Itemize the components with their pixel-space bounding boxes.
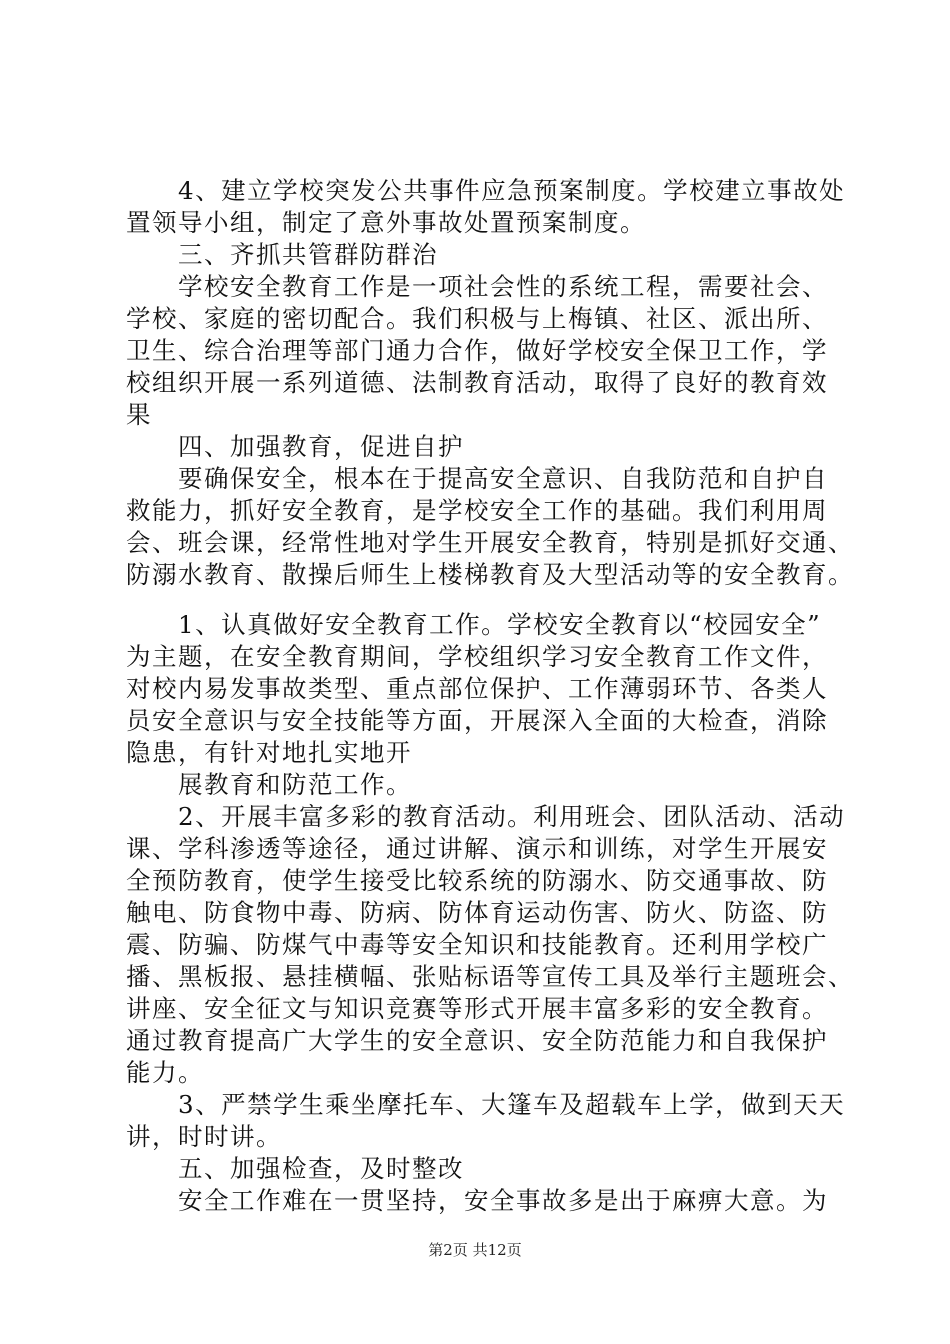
text-line: 全预防教育，使学生接受比较系统的防溺水、防交通事故、防	[126, 866, 828, 895]
text-line: 置领导小组，制定了意外事故处置预案制度。	[126, 208, 646, 237]
text-line: 3、严禁学生乘坐摩托车、大篷车及超载车上学，做到天天	[126, 1090, 846, 1119]
text-line: 果	[126, 400, 152, 429]
text-line: 卫生、综合治理等部门通力合作，做好学校安全保卫工作，学	[126, 336, 828, 365]
text-line: 防溺水教育、散操后师生上楼梯教育及大型活动等的安全教育。	[126, 560, 854, 589]
text-line: 触电、防食物中毒、防病、防体育运动伤害、防火、防盗、防	[126, 898, 828, 927]
text-line: 2、开展丰富多彩的教育活动。利用班会、团队活动、活动	[126, 802, 846, 831]
section-heading: 五、加强检查，及时整改	[126, 1154, 464, 1183]
text-line: 通过教育提高广大学生的安全意识、安全防范能力和自我保护	[126, 1026, 828, 1055]
text-line: 课、学科渗透等途径，通过讲解、演示和训练，对学生开展安	[126, 834, 828, 863]
text-line: 能力。	[126, 1058, 204, 1087]
text-line: 校组织开展一系列道德、法制教育活动，取得了良好的教育效	[126, 368, 828, 397]
text-line: 震、防骗、防煤气中毒等安全知识和技能教育。还利用学校广	[126, 930, 828, 959]
text-line: 学校安全教育工作是一项社会性的系统工程，需要社会、	[126, 272, 828, 301]
text-line: 讲座、安全征文与知识竞赛等形式开展丰富多彩的安全教育。	[126, 994, 828, 1023]
text-line: 展教育和防范工作。	[126, 770, 412, 799]
text-line: 1、认真做好安全教育工作。学校安全教育以“校园安全”	[126, 610, 822, 639]
text-line: 救能力，抓好安全教育，是学校安全工作的基础。我们利用周	[126, 496, 828, 525]
text-line: 隐患，有针对地扎实地开	[126, 738, 412, 767]
page-footer: 第2页 共12页	[428, 1241, 522, 1259]
section-heading: 四、加强教育，促进自护	[126, 432, 464, 461]
text-line: 员安全意识与安全技能等方面，开展深入全面的大检查，消除	[126, 706, 828, 735]
text-line: 4、建立学校突发公共事件应急预案制度。学校建立事故处	[126, 176, 846, 205]
text-line: 讲，时时讲。	[126, 1122, 282, 1151]
text-line: 安全工作难在一贯坚持，安全事故多是出于麻痹大意。为	[126, 1186, 828, 1215]
text-line: 对校内易发事故类型、重点部位保护、工作薄弱环节、各类人	[126, 674, 828, 703]
text-line: 播、黑板报、悬挂横幅、张贴标语等宣传工具及举行主题班会、	[126, 962, 854, 991]
text-line: 学校、家庭的密切配合。我们积极与上梅镇、社区、派出所、	[126, 304, 828, 333]
section-heading: 三、齐抓共管群防群治	[126, 240, 438, 269]
text-line: 会、班会课，经常性地对学生开展安全教育，特别是抓好交通、	[126, 528, 854, 557]
text-line: 为主题，在安全教育期间，学校组织学习安全教育工作文件，	[126, 642, 828, 671]
text-line: 要确保安全，根本在于提高安全意识、自我防范和自护自	[126, 464, 828, 493]
